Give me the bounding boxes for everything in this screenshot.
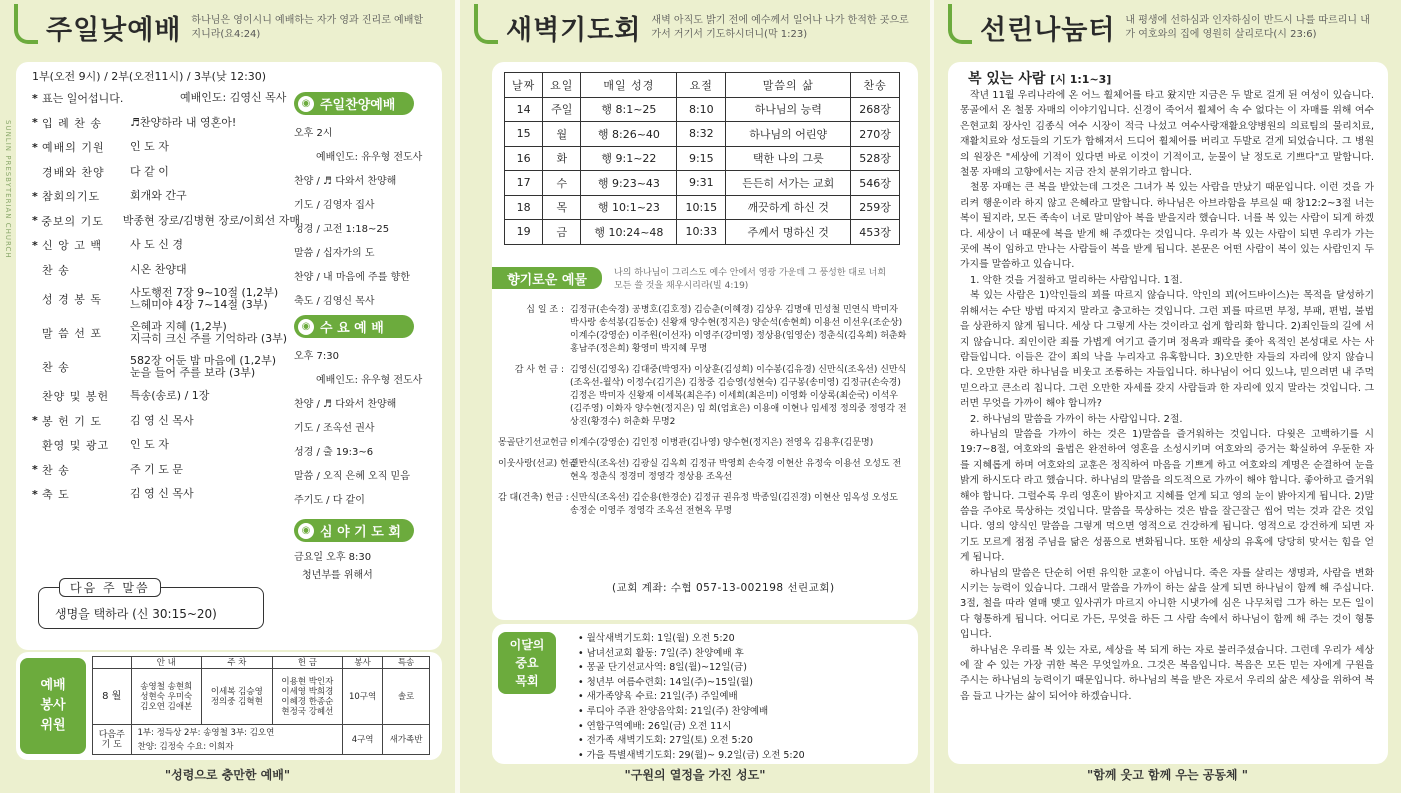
order-label: 예배의 기원 xyxy=(42,141,105,155)
order-label: 중보의 기도 xyxy=(41,214,104,228)
service-line: 성경 / 고전 1:18~25 xyxy=(294,223,390,235)
table-cell: 19 xyxy=(505,220,543,245)
table-row xyxy=(505,122,900,147)
table-header: 요절 xyxy=(677,73,726,98)
bullet-icon: • xyxy=(578,633,587,644)
order-row xyxy=(32,433,300,458)
table-cell: 행 9:23~43 xyxy=(581,171,677,196)
order-row xyxy=(32,258,300,283)
news-text: 월삭새벽기도회: 1일(월) 오전 5:20 xyxy=(586,633,735,644)
bullet-icon: • xyxy=(578,676,587,688)
page-subtitle: 내 평생에 선하심과 인자하심이 반드시 나를 따르리니 내가 여호와의 집에 영원히 살리로다(시 23:6) xyxy=(1125,15,1370,40)
service-line: 성경 / 출 19:3~6 xyxy=(294,446,374,458)
table-row xyxy=(505,97,900,122)
table-cell: 528장 xyxy=(851,146,900,171)
duty-parking xyxy=(202,669,273,725)
panel-sharing xyxy=(934,0,1401,793)
side-text: SUNLIN PRESBYTERIAN CHURCH xyxy=(4,120,12,259)
order-value: 김 영 신 목사 xyxy=(130,487,194,501)
table-cell: 268장 xyxy=(851,97,900,122)
night-prayer xyxy=(294,519,439,582)
order-label: 말 씀 선 포 xyxy=(42,327,102,340)
panel2-footer: "구원의 열정을 가진 성도" xyxy=(624,768,766,782)
news-item xyxy=(578,747,908,762)
sermon-paragraph: 하나님의 말씀을 가까이 하는 것은 1)말씀을 즐거워하는 것입니다. 다윗은 고백하기를 시19:7~8절, 여호와의 율법은 완전하여 영혼을 소성시키며 여호와의 증거는 확실하여 우둔한 자를 지혜롭게 하며 여호와의 교훈은 정직하여 마음을 기쁘게 하고 여호와의 계명은 순결하여 눈을 밝게 하시도다 라고 했습니다. 하나님의 말씀을 의도적으로 가까이 해야 합니다. 좋아하고 즐거워해야 합니다. 그럴수록 우리 영혼이 밝아지고 지혜를 얻게 되고 영의 눈이 밝아지게 됩니다. 2)말씀을 주야로 묵상하는 것입니다. 말씀을 묵상하는 것은 밥을 잘근잘근 씹어 먹는 것과 같은 것입니다. 영의 양식인 말씀을 그렇게 먹으면 영적으로 건강하게 됩니다. 영적으로 강건하게 되면 자기도 모르게 점점 주님을 닮은 성품으로 변화됩니다. 또한 세상의 유혹에 당당히 맞서는 힘을 얻게 됩니다. xyxy=(960,428,1374,564)
page-subtitle: 새벽 아직도 밝기 전에 예수께서 일어나 나가 한적한 곳으로 가서 거기서 기도하시더니(막 1:23) xyxy=(651,15,909,40)
order-label: 환영 및 광고 xyxy=(42,439,110,453)
duty-special: 솔로 xyxy=(383,669,430,725)
offering-label: 감 사 헌 금 : xyxy=(514,365,564,375)
order-value: 시온 찬양대 xyxy=(130,262,187,276)
duty-header: 안 내 xyxy=(131,657,202,669)
table-cell: 8:10 xyxy=(677,97,726,122)
order-row xyxy=(32,482,300,507)
news-text: 새가족양육 수료: 21일(주) 주일예배 xyxy=(586,691,738,703)
table-cell: 10:33 xyxy=(677,220,726,245)
service-line: 주기도 / 다 같이 xyxy=(294,494,365,506)
duty-name: 김오연 김애본 xyxy=(140,701,193,712)
order-value: 사도행전 7장 9~10절 (1,2부) 느헤미야 4장 7~14절 (3부) xyxy=(130,286,279,311)
offering-row xyxy=(498,437,908,450)
order-label: 축 도 xyxy=(42,488,70,502)
order-label: 찬 송 xyxy=(42,463,70,477)
service-line: 오후 2시 xyxy=(294,127,333,139)
sermon-card xyxy=(948,62,1388,764)
duty-name: 성현숙 우미숙 xyxy=(140,691,193,702)
table-cell: 화 xyxy=(543,146,581,171)
duty-header: 특송 xyxy=(383,657,430,669)
offering-header xyxy=(492,267,894,293)
hook-ornament-icon xyxy=(14,4,38,44)
afternoon-title: ◉ 주일찬양예배 xyxy=(294,92,414,115)
order-star: * xyxy=(32,463,38,477)
account-info: (교회 계좌: 수협 057-13-002198 선린교회) xyxy=(612,582,835,594)
duty-service: 10구역 xyxy=(343,669,383,725)
news-text: 남녀선교회 활동: 7일(주) 찬양예배 후 xyxy=(586,647,744,659)
table-cell: 14 xyxy=(505,97,543,122)
sermon-paragraph: 작년 11월 우리나라에 온 어느 휠체어를 타고 왔지만 지금은 두 발로 걸게 된 여성이 있습니다. 몽골에서 온 철몽 자매의 이야기입니다. 신경이 죽어서 휠체어 속 수 없다는 이 자매를 위해 여수 은현교회 장사인 김종식 여수 시장이 적극 나섰고 여수사랑재활요양병원의 의료팀의 물리치료, 재활치료와 성도들의 기도가 합해져서 드디어 휠체어를 버리고 두발로 걷게 되었습니다. 그 병원의 원장은 "세상에 기적이 있다면 바로 이것이 기적이고, 눈물이 날 정도로 기쁘다"고 말합니다. 철몽 자매의 고향에서는 지금 잔치 분위기라고 합니다. xyxy=(960,90,1374,179)
table-row xyxy=(505,146,900,171)
order-row xyxy=(32,458,300,483)
table-cell: 든든히 서가는 교회 xyxy=(726,171,851,196)
service-line: 기도 / 김영자 집사 xyxy=(294,199,375,211)
worship-icon: ◉ xyxy=(298,319,314,335)
order-row xyxy=(32,384,300,409)
sermon-body xyxy=(960,88,1374,760)
order-label: 입 례 찬 송 xyxy=(42,116,102,130)
page-title: 주일낮예배 xyxy=(46,15,182,46)
table-cell: 택한 나의 그릇 xyxy=(726,146,851,171)
order-row xyxy=(32,184,300,209)
page-title: 선린나눔터 xyxy=(980,15,1116,46)
sermon-paragraph: 2. 하나님의 말씀을 가까이 하는 사람입니다. 2절. xyxy=(970,413,1183,425)
news-text: 몽골 단기선교사역: 8일(월)~12일(금) xyxy=(586,662,747,674)
order-star: * xyxy=(32,487,38,501)
table-cell: 하나님의 능력 xyxy=(726,97,851,122)
service-line: 말씀 / 오직 은혜 오직 믿음 xyxy=(294,470,410,482)
order-label: 찬양 및 봉헌 xyxy=(42,390,110,404)
table-cell: 8:32 xyxy=(677,122,726,147)
duty-month: 8 월 xyxy=(93,669,132,725)
wednesday-service xyxy=(294,315,439,510)
offering-title: 향기로운 예물 xyxy=(492,267,602,289)
panel-dawn-prayer xyxy=(460,0,930,793)
table-cell: 9:15 xyxy=(677,146,726,171)
order-value: 김 영 신 목사 xyxy=(130,413,194,427)
panel-sunday-worship xyxy=(0,0,455,793)
table-cell: 행 10:1~23 xyxy=(581,195,677,220)
duty-header: 주 차 xyxy=(202,657,273,669)
table-header: 요일 xyxy=(543,73,581,98)
table-cell: 16 xyxy=(505,146,543,171)
order-value: 박종현 장로/김병현 장로/이희선 자매 xyxy=(122,213,300,227)
table-row xyxy=(505,220,900,245)
order-label: 찬 송 xyxy=(42,263,70,277)
bullet-icon: • xyxy=(578,735,587,747)
duty-header: 헌 금 xyxy=(272,657,343,669)
news-tag: 이달의 중요 목회 xyxy=(498,632,556,694)
offering-row xyxy=(498,458,908,484)
duty-tag: 예배 봉사 위원 xyxy=(20,658,86,754)
duty-table xyxy=(92,656,430,755)
order-row xyxy=(32,316,300,350)
news-item xyxy=(578,718,908,733)
offering-list xyxy=(498,304,908,526)
offering-names: 김정규(손숙경) 공병호(김호정) 김승춘(이혜경) 김상우 김명애 민성철 민연식 박미자 박사랑 송석봉(김동순) 신왕재 양수현(정지은) 양순석(송현희) 이용선 이선우(조순상) 이계수(강영순) 이주원(이선자) 이영주(강미영) 정상용(임영순) 정춘식(김옥희) 허춘화 홍남주(정은희) 황영미 박지혜 무명 xyxy=(570,305,907,354)
panel3-header xyxy=(948,8,1375,48)
sermon-paragraph: 하나님은 우리를 복 있는 자로, 세상을 복 되게 하는 자로 불러주셨습니다. 그런데 우리가 세상에 잘 수 있는 가장 귀한 복은 무엇일까요. 그것은 복음입니다. 복음은 모든 믿는 자에게 구원을 주시는 하나님의 능력이기 때문입니다. 하나님의 복을 받은 자로서 우리의 삶은 세상을 위하여 복음 들고 나가는 삶이 되어야 하겠습니다. xyxy=(960,644,1374,702)
dawn-table xyxy=(504,72,900,245)
table-cell: 주일 xyxy=(543,97,581,122)
page-title: 새벽기도회 xyxy=(506,15,642,46)
bullet-icon: • xyxy=(578,705,587,717)
order-value: 예배인도: 김영신 목사 xyxy=(180,91,287,105)
news-item xyxy=(578,732,908,747)
offering-names: 신만식(조옥선) 김순용(한경순) 김정규 권유정 박종일(김진경) 이현산 임옥성 오성도 송정순 이영주 정영각 조옥선 전현옥 무명 xyxy=(570,493,898,516)
table-cell: 금 xyxy=(543,220,581,245)
table-cell: 546장 xyxy=(851,171,900,196)
table-cell: 9:31 xyxy=(677,171,726,196)
order-value: 인 도 자 xyxy=(130,140,169,154)
order-label: 찬 송 xyxy=(42,361,70,374)
sermon-heading: 복 있는 사람 [시 1:1~3] xyxy=(968,71,1112,87)
order-label: 신 앙 고 백 xyxy=(42,239,102,253)
order-star: * xyxy=(32,214,38,228)
sermon-paragraph: 복 있는 사람은 1)악인들의 꾀를 따르지 않습니다. 악인의 꾀(어드바이스)는 목적을 달성하기 위해서는 수단 방법 따지지 말라고 충고하는 것입니다. 그런 꾀를 따르면 부정, 부패, 편법, 불법을 상관하지 않게 됩니다. 세상 다 그렇게 사는 것이라고 쉽게 합리화 합니다. 2)죄인들의 길에 서지 않습니다. 죄인이란 죄를 가볍게 여기고 즐기며 정욕과 쾌락을 좇아 육적인 본성대로 사는 사람들입니다. 이들은 같이 죄의 낙을 누리자고 유혹합니다. 3)오만한 자들의 자리에 앉지 않습니다. 오만한 자란 하나님을 비웃고 조롱하는 자들입니다. 하나님이 어디 있느냐, 믿으려면 내 주먹 믿으라고 큰소리 칩니다. 그런 오만한 자세를 갖지 사람들과 한 자리에 있지 말라는 것입니다. 그러면 무엇을 가까이 해야 합니까? xyxy=(960,290,1374,410)
service-line: 청년부를 위해서 xyxy=(302,569,373,581)
service-line: 오후 7:30 xyxy=(294,350,339,362)
next-prayer-label: 다음주 기 도 xyxy=(93,725,132,755)
table-row xyxy=(505,171,900,196)
panel3-footer: "함께 웃고 함께 우는 공동체 " xyxy=(1087,768,1248,782)
order-row xyxy=(32,135,300,160)
table-header: 찬송 xyxy=(851,73,900,98)
table-cell: 행 10:24~48 xyxy=(581,220,677,245)
hook-ornament-icon xyxy=(474,4,498,44)
service-line: 찬양 / 내 마음에 주를 향한 xyxy=(294,271,410,283)
duty-header: 봉사 xyxy=(343,657,383,669)
next-week-box xyxy=(38,581,264,629)
order-value: 회개와 간구 xyxy=(130,189,187,203)
worship-order xyxy=(32,86,300,507)
order-star: * xyxy=(32,238,38,252)
order-star: * xyxy=(32,91,38,105)
duty-offering xyxy=(272,669,343,725)
news-text: 연합구역예배: 26일(금) 오전 11시 xyxy=(586,720,732,732)
order-value: 다 같 이 xyxy=(130,164,169,178)
order-star: * xyxy=(32,116,38,130)
service-line: 찬양 / ♬ 다와서 찬양해 xyxy=(294,398,397,410)
order-row xyxy=(32,233,300,258)
offering-verse: 나의 하나님이 그리스도 예수 안에서 영광 가운데 그 풍성한 대로 너희 모든 쓸 것을 채우시리라(빌 4:19) xyxy=(614,268,887,291)
bullet-icon: • xyxy=(578,749,587,761)
worship-icon: ◉ xyxy=(298,96,314,112)
next-week-label: 다음 주 말씀 xyxy=(59,578,161,597)
news-list xyxy=(578,630,908,761)
news-item xyxy=(578,674,908,689)
order-star: * xyxy=(32,414,38,428)
table-cell: 목 xyxy=(543,195,581,220)
news-card xyxy=(492,624,918,764)
duty-name: 이세영 박희경 xyxy=(281,686,334,697)
news-text: 전가족 새벽기도회: 27일(토) 오전 5:20 xyxy=(586,735,753,747)
order-label: 표는 일어섭니다. xyxy=(42,92,124,106)
order-star: * xyxy=(32,189,38,203)
service-line: 말씀 / 십자가의 도 xyxy=(294,247,375,259)
news-item xyxy=(578,659,908,674)
table-cell: 행 9:1~22 xyxy=(581,146,677,171)
table-cell: 수 xyxy=(543,171,581,196)
table-cell: 주께서 명하신 것 xyxy=(726,220,851,245)
table-cell: 17 xyxy=(505,171,543,196)
dawn-card xyxy=(492,62,918,620)
table-cell: 453장 xyxy=(851,220,900,245)
table-cell: 행 8:1~25 xyxy=(581,97,677,122)
duty-name: 현정국 강혜선 xyxy=(281,706,334,717)
order-label: 참회의기도 xyxy=(42,190,101,204)
news-item xyxy=(578,688,908,703)
duty-header-blank xyxy=(93,657,132,669)
table-header: 매일 성경 xyxy=(581,73,677,98)
order-value: 582장 어둔 밤 마음에 (1,2부) 눈을 들어 주를 보라 (3부) xyxy=(130,354,277,379)
sermon-paragraph: 철몽 자매는 큰 복을 받았는데 그것은 그녀가 복 있는 사람을 만났기 때문입니다. 이런 것을 가리켜 행운이라 하지 않고 은혜라고 말합니다. 하나님은 아브라함을 부르실 때 창12:2~3절 너는 복이 될지라, 모든 족속이 너로 말미암아 복을 받을지라 했습니다. 너를 복 있는 사람이 되게 하겠다. 세상이 너 때문에 복을 받게 해 주겠다는 것입니다. 우리가 복 있는 사람이 되면 우리가 가는 곳에 복이 임하고 만나는 사람들이 복을 받게 됩니다. 본문은 어떤 사람이 복이 있는 사람인지 두 가지를 말씀하고 있습니다. xyxy=(960,182,1374,271)
table-cell: 월 xyxy=(543,122,581,147)
night-title: ◉ 심 야 기 도 회 xyxy=(294,519,414,542)
order-row xyxy=(32,160,300,185)
order-row xyxy=(32,282,300,316)
news-item xyxy=(578,645,908,660)
order-value: 인 도 자 xyxy=(130,438,169,452)
service-line: 기도 / 조옥선 권사 xyxy=(294,422,375,434)
table-cell: 18 xyxy=(505,195,543,220)
news-text: 청년부 여름수련회: 14일(주)~15일(월) xyxy=(586,676,753,688)
table-header: 날짜 xyxy=(505,73,543,98)
order-label: 성 경 봉 독 xyxy=(42,293,102,306)
service-line: 찬양 / ♬ 다와서 찬양해 xyxy=(294,175,397,187)
bullet-icon: • xyxy=(578,691,587,703)
table-header: 말씀의 삶 xyxy=(726,73,851,98)
service-line: 예배인도: 유우형 전도사 xyxy=(316,151,423,163)
table-row xyxy=(505,195,900,220)
order-star: * xyxy=(32,140,38,154)
next-prayer-list: 1부: 정득상 2부: 송영철 3부: 김오연 찬양: 김정숙 수요: 이희자 xyxy=(131,725,343,755)
bullet-icon: • xyxy=(578,720,587,732)
service-line: 예배인도: 유우형 전도사 xyxy=(316,374,423,386)
panel2-header xyxy=(474,8,921,48)
duty-name: 이세복 김승영 xyxy=(210,686,263,697)
order-row xyxy=(32,409,300,434)
hook-ornament-icon xyxy=(948,4,972,44)
offering-row xyxy=(498,304,908,356)
news-item xyxy=(578,630,908,645)
table-cell: 행 8:26~40 xyxy=(581,122,677,147)
duty-name: 이혜경 한종순 xyxy=(281,696,334,707)
table-cell: 270장 xyxy=(851,122,900,147)
offering-label: 십 일 조 : xyxy=(526,305,564,315)
order-value: 특송(송로) / 1장 xyxy=(130,389,210,403)
order-row xyxy=(32,350,300,384)
news-item xyxy=(578,703,908,718)
wednesday-title: ◉ 수 요 예 배 xyxy=(294,315,414,338)
duty-name: 이용현 박인자 xyxy=(281,676,334,687)
offering-row xyxy=(498,492,908,518)
news-text: 가을 특별새벽기도회: 29(월)~ 9.2일(금) 오전 5:20 xyxy=(586,749,805,761)
table-cell: 10:15 xyxy=(677,195,726,220)
service-line: 축도 / 김영신 목사 xyxy=(294,295,375,307)
offering-names: 이계수(강영순) 김인정 이병관(김나영) 양수현(정지은) 전영옥 김용후(김문명) xyxy=(570,438,874,448)
table-cell: 하나님의 어린양 xyxy=(726,122,851,147)
duty-name: 송영철 송현희 xyxy=(140,681,193,692)
duty-card xyxy=(16,652,442,760)
offering-row xyxy=(498,364,908,429)
sermon-paragraph: 1. 악한 것을 거절하고 멀리하는 사람입니다. 1절. xyxy=(970,274,1183,286)
bullet-icon: • xyxy=(578,647,587,659)
offering-label: 감 대(건축) 헌금 : xyxy=(498,493,569,503)
bullet-icon: • xyxy=(578,662,587,674)
worship-icon: ◉ xyxy=(298,523,314,539)
order-value: 주 기 도 문 xyxy=(130,462,183,476)
sermon-paragraph: 하나님의 말씀은 단순히 어떤 유익한 교훈이 아닙니다. 죽은 자를 살리는 생명과, 사람을 변화시키는 능력이 있습니다. 그래서 말씀을 가까이 하는 삶을 살게 되면 하나님이 함께 해 주십니다. 3절, 철을 따라 열매 맺고 잎사귀가 마르지 아니한 시냇가에 심은 나무처럼 그가 하는 모든 일이 다 형통하게 됩니다. 어디로 가든, 무엇을 하든 그 사람 속에서 하나님이 함께 해 주는 것이 형통입니다. xyxy=(960,567,1374,641)
offering-label: 이웃사랑(선교) 헌금 : xyxy=(498,459,584,469)
order-label: 봉 헌 기 도 xyxy=(42,414,102,428)
offering-names: 김영신(김영옥) 김대중(박영자) 이상훈(김성희) 이수봉(김유경) 신만식(조옥선) 신만식(조옥선-월삭) 이정수(김기은) 김창중 김승영(성현숙) 김구봉(송미영) 김정규(손숙경) 김정은 박미자 신왕재 이세복(최은주) 이세희(최은미) 이영화 이상록(최순국) 이석우(김주영) 이화자 양수현(정지은) 임 희(엄효은) 이용애 이현나 임세정 정의중 정영각 전상진(황경수) 허춘화 무명2 xyxy=(570,365,907,427)
table-cell: 15 xyxy=(505,122,543,147)
order-label: 경배와 찬양 xyxy=(42,165,105,179)
panel1-header xyxy=(14,8,431,48)
duty-name: 정의중 김혁현 xyxy=(210,696,263,707)
order-value: 사 도 신 경 xyxy=(130,238,183,252)
page-subtitle: 하나님은 영이시니 예배하는 자가 영과 진리로 예배할지니라(요4:24) xyxy=(191,15,424,40)
offering-label: 몽골단기선교헌금 : xyxy=(498,438,574,448)
order-value: 은혜과 지혜 (1,2부) 지극히 크신 주를 기억하라 (3부) xyxy=(130,320,288,345)
news-text: 루디아 주관 찬양음악회: 21일(주) 찬양예배 xyxy=(586,705,769,717)
next-week-text: 생명을 택하라 (신 30:15~20) xyxy=(55,607,217,621)
offering-names: 신만식(조옥선) 김광실 김옥희 김정규 박영희 손숙경 이현산 유정숙 이용선 오성도 전현옥 정춘식 정경미 정영각 정상용 조옥선 xyxy=(570,459,902,482)
order-value: ♬찬양하라 내 영혼아! xyxy=(130,115,237,129)
service-times: 1부(오전 9시) / 2부(오전11시) / 3부(낮 12:30) xyxy=(32,70,267,83)
table-cell: 깨끗하게 하신 것 xyxy=(726,195,851,220)
table-cell: 259장 xyxy=(851,195,900,220)
service-line: 금요일 오후 8:30 xyxy=(294,551,372,563)
order-row xyxy=(32,111,300,136)
afternoon-service xyxy=(294,92,439,311)
panel1-footer: "성령으로 충만한 예배" xyxy=(164,768,291,782)
order-row xyxy=(32,86,300,111)
order-row xyxy=(32,209,300,234)
next-service: 4구역 xyxy=(343,725,383,755)
next-special: 새가족반 xyxy=(383,725,430,755)
worship-card xyxy=(16,62,442,650)
duty-guide xyxy=(131,669,202,725)
